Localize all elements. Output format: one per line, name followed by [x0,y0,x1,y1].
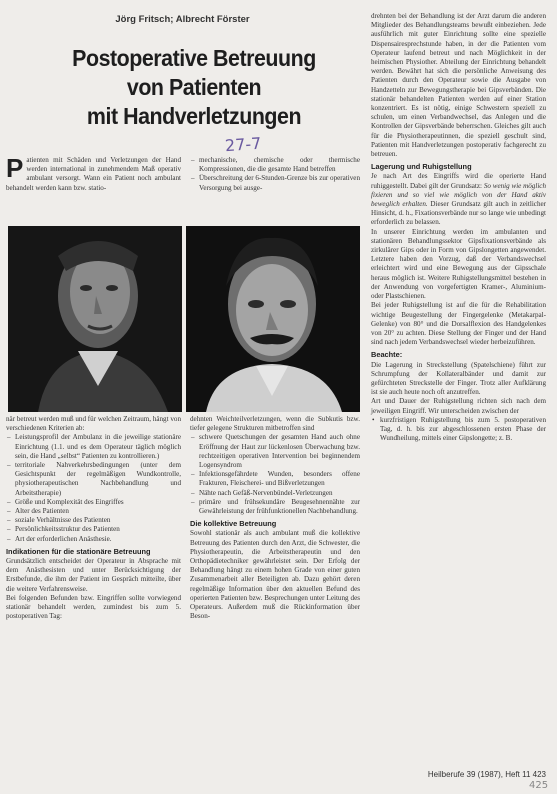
paragraph: dehnten Weichteilverletzungen, wenn die Subkutis bzw. tiefer gelegene Strukturen mitbetroffen sind [190,415,360,433]
paragraph: In unserer Einrichtung werden im ambulanten und stationären Behandlungssektor Gipsfixationsverbände als zirkulärer Gips oder in Form von Gipslongetten angewendet. Letztere haben den Vorzug, daß der Verbandswechsel erleichtert wird und eine Bewegung aus der Gipsschale heraus möglich ist. Weitere Ruhigstellungsmittel bestehen in der Anwendung von vorgefertigten Kramer-, Aluminium- oder Plastschienen. [371,227,546,301]
list-item: – Alter des Patienten [15,507,181,516]
section-heading: Die kollektive Betreuung [190,519,277,529]
emphasis-text: So wenig wie möglich fixieren und so viel wie möglich von der Hand aktiv beweglich erhalten. [371,181,546,209]
list-item: • kurzfristigen Ruhigstellung bis zum 5. postoperativen Tag, d. h. bis zur abgeschlossenen ersten Phase der Wundheilung, mittels einer Gipslongette; z. B. [380,416,546,444]
intro-paragraph [6,153,181,193]
list-item: – Nähte nach Gefäß-Nervenbündel-Verletzungen [199,489,360,498]
right-column [371,12,546,443]
left-column-bottom [6,415,181,621]
section-heading: Indikationen für die stationäre Betreuung [6,546,151,556]
handwritten-note: 27-7 [224,133,262,156]
list-item: – territoriale Nahverkehrsbedingungen (unter dem Gesichtspunkt der regelmäßigen Wundkontrolle, physiotherapeutischen Nachbehandlung und Arbeitstherapie) [15,461,181,498]
paragraph: Sowohl stationär als auch ambulant muß die kollektive Betreuung des Patienten durch den Arzt, die Schwester, die Physiotherapeutin, die Arbeitstherapeutin und den Orthopädietechniker gewährleistet sein. Der Erfolg der Behandlung hängt zu einem hohen Grade von einer guten Zusammenarbeit aller Beteiligten ab. Dazu gehört deren regelmäßige Information über den aktuellen Befund des operierten Patienten bzw. Besprechungen unter Leitung des Operateurs. Außerdem muß die Rückinformation über Beson- [190,529,360,621]
paragraph [371,172,546,227]
text-span: Je nach Art des Eingriffs wird die operierte Hand ruhiggestellt. Dabei gilt der Grundsatz: [371,172,546,190]
indication-list-top [190,156,360,193]
paragraph: Art und Dauer der Ruhigstellung richten sich nach dem jeweiligen Eingriff. Wir unterscheiden zwischen der [371,397,546,415]
paragraph: Bei folgenden Befunden bzw. Eingriffen sollte vorwiegend stationär behandelt werden, zumindest bis zum 5. postoperativen Tag: [6,593,181,621]
list-item: – Infektionsgefährdete Wunden, besonders offene Frakturen, Fleischerei- und Bißverletzungen [199,470,360,488]
authors: Jörg Fritsch; Albrecht Förster [115,14,250,25]
title-line-1: Postoperative Betreuung [72,45,316,71]
paragraph: Die Lagerung in Streckstellung (Spatelschiene) führt zur Schrumpfung der Kollateralbänder und damit zur gefürchteten Streckstelle der Finger. Trotz aller Aufklärung ist sie auch heute noch oft anzutreffen. [371,360,546,397]
paragraph: drehnten bei der Behandlung ist der Arzt darum die anderen Mitglieder des Behandlungsteams bewußt einbeziehen. Jede ausführlich mit guter Einrichtung sollte eine spezielle Dispensairesprechstunde haben, in der die Patienten vom Operateur laufend betreut und nach Möglichkeit in der heimischen Physiother. Abteilung der Einrichtung behandelt werden. Bewährt hat sich die persönliche Anweisung des Patienten durch den Operateur sowie die Ausgabe von Handzetteln zur Bewegungstherapie bei Gipsverbänden. Die stationär behandelten Patienten werden auf einer Station konzentriert. Es ist nötig, einige Schwestern speziell zu schulen, um einen Verbandwechsel, das Anlegen und die Kontrollen der Gipsverbände beherrschen. Gleiches gilt auch für die Physiotherapeutinnen, die speziell geschult sind, Patienten mit Handverletzungen postoperativ fachgerecht zu betreuen. [371,12,546,159]
paragraph: Grundsätzlich entscheidet der Operateur in Absprache mit dem Anästhesisten und unter Berücksichtigung der Erstbefunde, die ihm der Patient im Gespräch mitteilte, über die weitere Verfahrensweise. [6,557,181,593]
author-photo-2 [186,226,360,412]
drop-cap: P [6,153,24,183]
list-item: – mechanische, chemische oder thermische Kompressionen, die die gesamte Hand betreffen [199,156,360,174]
title-line-2: von Patienten [126,74,262,100]
page-footer: Heilberufe 39 (1987), Heft 11 423 [427,770,546,779]
intro-text: atienten mit Schäden und Verletzungen der Hand werden international in zunehmendem Maß operativ ambulant versorgt. Wann ein Patient noch ambulant behandelt werden kann bzw. statio- [6,156,181,192]
list-item: – Art der erforderlichen Anästhesie. [15,535,181,544]
article-title [36,44,352,131]
list-item: – Größe und Komplexität des Eingriffes [15,498,181,507]
list-item: – Überschreitung der 6-Stunden-Grenze bis zur operativen Versorgung bei ausge- [199,174,360,192]
title-line-3: mit Handverletzungen [86,103,302,129]
handwritten-page-number: 425 [529,780,549,791]
section-heading: Lagerung und Ruhigstellung [371,162,472,172]
middle-column-bottom [190,415,360,621]
text-span: Dieser Grundsatz gilt auch in zeitlicher Hinsicht, d. h., Fixationsverbände nur so lange wie unbedingt erforderlich zu belassen. [371,200,547,227]
list-item: – Leistungsprofil der Ambulanz in die jeweilige stationäre Einrichtung (1.1. und es dem Operateur täglich möglich sein, die Hand „selbst“ Patienten zu kontrollieren.) [15,433,181,461]
list-item: – soziale Verhältnisse des Patienten [15,516,181,525]
author-photo-1 [8,226,182,412]
criteria-intro: när betreut werden muß und für welchen Zeitraum, hängt von verschiedenen Kriterien ab: [6,415,181,433]
section-heading: Beachte: [371,350,403,360]
list-item: – primäre und frühsekundäre Beugesehnennähte zur Gewährleistung der frühfunktionellen Nachbehandlung. [199,498,360,516]
paragraph: Bei jeder Ruhigstellung ist auf die für die Rehabilitation wichtige Beugestellung der Fingergelenke (Metakarpal-Gelenke) von 80° und die Dorsalflexion des Handgelenkes von 20° zu achten. Diese Stellung der Finger und der Hand sind nach jedem Verbandswechsel wieder herbeizuführen. [371,301,546,347]
list-item: – Persönlichkeitsstruktur des Patienten [15,525,181,534]
list-item: – schwere Quetschungen der gesamten Hand auch ohne Eröffnung der Haut zur lückenlosen Überwachung bzw. rechtzeitigen operativen Intervention bei beginnendem Logensyndrom [199,433,360,470]
